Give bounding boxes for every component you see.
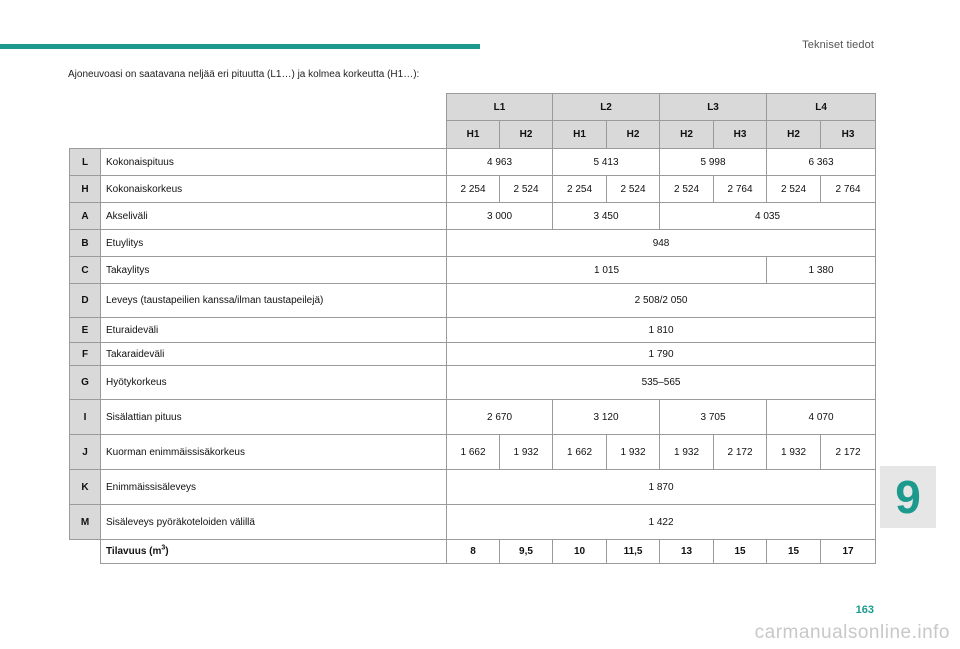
value-cell: 4 035	[660, 203, 876, 230]
volume-row	[70, 540, 876, 564]
volume-value: 8	[447, 540, 500, 564]
row-label: Sisälattian pituus	[101, 400, 447, 435]
row-label: Eturaideväli	[101, 318, 447, 343]
value-cell: 1 810	[447, 318, 876, 343]
unit-superscript: 3	[161, 544, 166, 552]
value-cell: 2 172	[714, 435, 767, 470]
header-blank	[70, 94, 447, 121]
row-code: J	[70, 435, 101, 470]
header-blank	[70, 121, 447, 149]
height-header: H2	[767, 121, 821, 149]
volume-value: 15	[767, 540, 821, 564]
watermark: carmanualsonline.info	[754, 622, 950, 643]
height-header: H1	[553, 121, 607, 149]
value-cell: 5 998	[660, 149, 767, 176]
table-row	[70, 230, 876, 257]
value-cell: 3 120	[553, 400, 660, 435]
value-cell: 2 524	[767, 176, 821, 203]
value-cell: 4 963	[447, 149, 553, 176]
value-cell: 2 524	[660, 176, 714, 203]
height-header: H2	[500, 121, 553, 149]
page-number: 163	[855, 604, 874, 616]
volume-value: 10	[553, 540, 607, 564]
value-cell: 1 870	[447, 470, 876, 505]
row-label: Etuylitys	[101, 230, 447, 257]
row-code: D	[70, 284, 101, 318]
row-label: Enimmäissisäleveys	[101, 470, 447, 505]
value-cell: 1 662	[553, 435, 607, 470]
value-cell: 6 363	[767, 149, 876, 176]
table-row	[70, 149, 876, 176]
value-cell: 4 070	[767, 400, 876, 435]
row-code: L	[70, 149, 101, 176]
table-row	[70, 318, 876, 343]
volume-label: Tilavuus $(m^3)$	[101, 540, 447, 564]
table-row	[70, 505, 876, 540]
length-header: L2	[553, 94, 660, 121]
row-code: G	[70, 366, 101, 400]
length-header: L3	[660, 94, 767, 121]
section-title: Tekniset tiedot	[802, 39, 874, 51]
length-header: L4	[767, 94, 876, 121]
value-cell: 2 524	[500, 176, 553, 203]
value-cell: 535–565	[447, 366, 876, 400]
value-cell: 2 764	[714, 176, 767, 203]
value-cell: 1 932	[767, 435, 821, 470]
row-label: Kokonaispituus	[101, 149, 447, 176]
value-cell: 1 932	[607, 435, 660, 470]
value-cell: 2 764	[821, 176, 876, 203]
length-header-row	[70, 94, 876, 121]
row-code: K	[70, 470, 101, 505]
table-row	[70, 176, 876, 203]
height-header: H3	[714, 121, 767, 149]
row-label: Takaylitys	[101, 257, 447, 284]
value-cell: 1 662	[447, 435, 500, 470]
row-code: I	[70, 400, 101, 435]
row-code: F	[70, 343, 101, 366]
volume-value: 17	[821, 540, 876, 564]
volume-value: 13	[660, 540, 714, 564]
value-cell: 2 524	[607, 176, 660, 203]
height-header-row	[70, 121, 876, 149]
row-label: Leveys (taustapeilien kanssa/ilman taustapeilejä)	[101, 284, 447, 318]
volume-value: 11,5	[607, 540, 660, 564]
value-cell: 1 790	[447, 343, 876, 366]
table-body	[70, 149, 876, 540]
table-row	[70, 435, 876, 470]
dimensions-table	[69, 93, 876, 564]
height-header: H2	[607, 121, 660, 149]
value-cell: 3 705	[660, 400, 767, 435]
value-cell: 1 015	[447, 257, 767, 284]
table-row	[70, 203, 876, 230]
volume-value: 15	[714, 540, 767, 564]
table-row	[70, 284, 876, 318]
row-code: A	[70, 203, 101, 230]
row-label: Sisäleveys pyöräkoteloiden välillä	[101, 505, 447, 540]
volume-value: 9,5	[500, 540, 553, 564]
value-cell: 2 254	[447, 176, 500, 203]
value-cell: 1 932	[660, 435, 714, 470]
length-header: L1	[447, 94, 553, 121]
value-cell: 1 422	[447, 505, 876, 540]
row-label: Takaraideväli	[101, 343, 447, 366]
height-header: H1	[447, 121, 500, 149]
row-code: M	[70, 505, 101, 540]
row-label: Hyötykorkeus	[101, 366, 447, 400]
row-code: B	[70, 230, 101, 257]
value-cell: 2 254	[553, 176, 607, 203]
value-cell: 2 508/2 050	[447, 284, 876, 318]
value-cell: 2 670	[447, 400, 553, 435]
value-cell: 2 172	[821, 435, 876, 470]
value-cell: 1 932	[500, 435, 553, 470]
value-cell: 948	[447, 230, 876, 257]
row-label: Akseliväli	[101, 203, 447, 230]
header-accent-bar	[0, 44, 480, 49]
row-code: C	[70, 257, 101, 284]
table-row	[70, 257, 876, 284]
height-header: H3	[821, 121, 876, 149]
row-label: Kuorman enimmäissisäkorkeus	[101, 435, 447, 470]
value-cell: 3 000	[447, 203, 553, 230]
volume-blank	[70, 540, 101, 564]
chapter-number: 9	[895, 471, 921, 523]
intro-text: Ajoneuvoasi on saatavana neljää eri pituutta (L1…) ja kolmea korkeutta (H1…):	[68, 69, 420, 80]
row-code: H	[70, 176, 101, 203]
table-row	[70, 366, 876, 400]
value-cell: 1 380	[767, 257, 876, 284]
table-row	[70, 470, 876, 505]
table-row	[70, 343, 876, 366]
value-cell: 3 450	[553, 203, 660, 230]
table-row	[70, 400, 876, 435]
value-cell: 5 413	[553, 149, 660, 176]
height-header: H2	[660, 121, 714, 149]
row-code: E	[70, 318, 101, 343]
row-label: Kokonaiskorkeus	[101, 176, 447, 203]
